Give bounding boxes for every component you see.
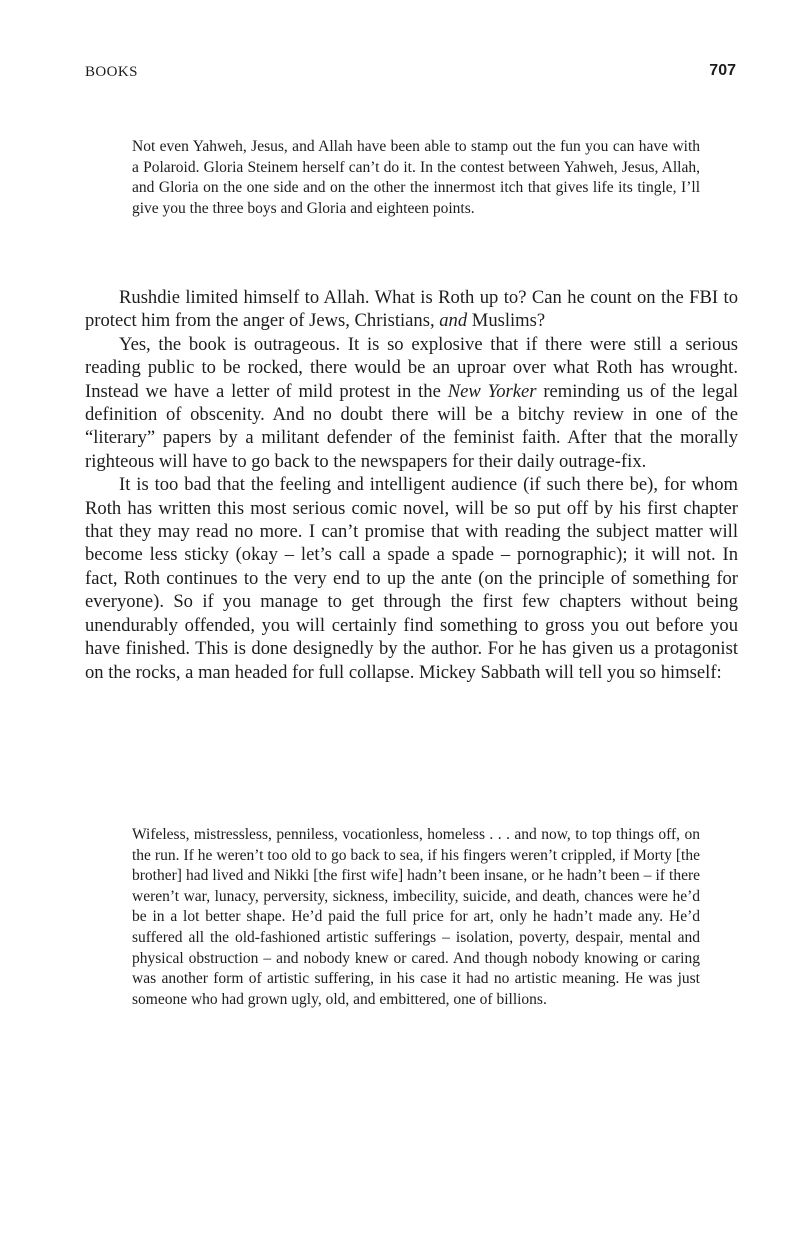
paragraph-2: Yes, the book is outrageous. It is so explosive that if there were still a serious reading public to be rocked, there would be an uproar over what Roth has wrought. Instead we have a letter of mild protest in the New Yorker reminding us of the legal definition of obscenity. And no doubt there will be a bitchy review in one of the “literary” papers by a militant defender of the feminist faith. After that the morally righteous will have to go back to the newspapers for their daily outrage-fix. [85,333,738,472]
running-head: BOOKS [85,64,138,80]
page-number: 707 [709,62,736,79]
paragraph-3: It is too bad that the feeling and intelligent audience (if such there be), for whom Roth has written this most serious comic novel, will be so put off by his first chapter that they may read no more. I can’t promise that with reading the subject matter will become less sticky (okay – let’s call a spade a spade – pornographic); it will not. In fact, Roth continues to the very end to up the ante (on the principle of something for everyone). So if you manage to get through the first few chapters without being unendurably offended, you will certainly find something to gross you out before you have finished. This is done designedly by the author. For he has given us a protagonist on the rocks, a man headed for full collapse. Mickey Sabbath will tell you so himself: [85,474,738,683]
body-text [85,286,738,684]
block-quote-2: Wifeless, mistressless, penniless, vocationless, homeless . . . and now, to top things off, on the run. If he weren’t too old to go back to sea, if his fingers weren’t crippled, if Morty [the brother] had lived and Nikki [the first wife] hadn’t been insane, or he hadn’t been – if there weren’t war, lunacy, perversity, sickness, imbecility, suicide, and death, chances were he’d be in a lot better shape. He’d paid the full price for art, only he hadn’t made any. He’d suffered all the old-fashioned artistic sufferings – isolation, poverty, despair, mental and physical obstruction – and nobody knew or cared. And though nobody knowing or caring was another form of artistic suffering, in his case it had no artistic meaning. He was just someone who had grown ugly, old, and embittered, one of billions. [132,826,700,1008]
paragraph-1: Rushdie limited himself to Allah. What is Roth up to? Can he count on the FBI to protect him from the anger of Jews, Christians, and Muslims? [85,287,738,332]
emphasis-and: and [439,310,468,332]
emphasis-new-yorker: New Yorker [447,380,537,402]
block-quote-1: Not even Yahweh, Jesus, and Allah have been able to stamp out the fun you can have with a Polaroid. Gloria Steinem herself can’t do it. In the contest between Yahweh, Jesus, Allah, and Gloria on the one side and on the other the innermost itch that gives life its tingle, I’ll give you the three boys and Gloria and eighteen points. [132,138,700,217]
